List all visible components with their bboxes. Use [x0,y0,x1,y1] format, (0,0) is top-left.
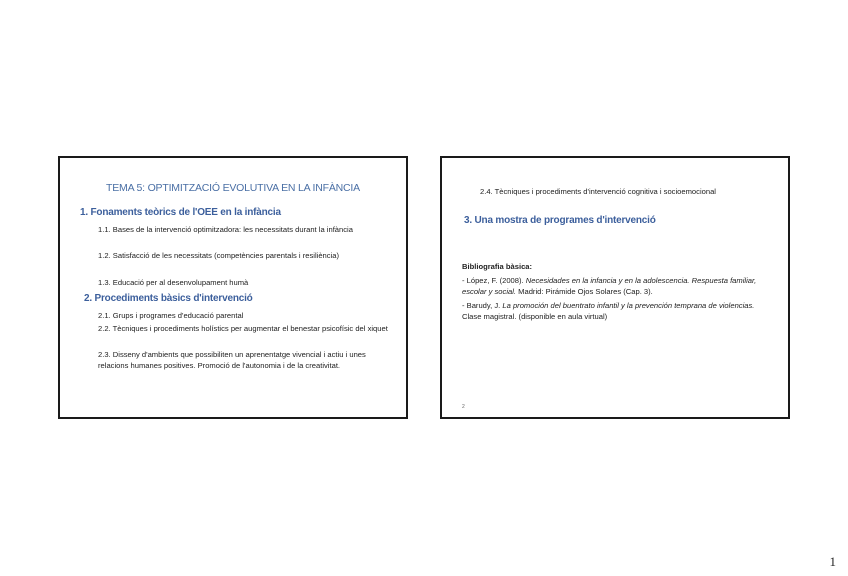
section-2-heading: 2. Procediments bàsics d'intervenció [84,293,253,304]
bibliography-entry-2 [462,300,762,322]
bib1-title: Necesidades en la infancia y en la adolescencia. Respuesta familiar, escolar y social. [462,276,757,296]
slide-title: TEMA 5: OPTIMITZACIÓ EVOLUTIVA EN LA INFÀNCIA [106,182,360,194]
slide-1 [58,156,408,419]
bib2-author: - Barudy, J. [462,301,501,310]
section-1-heading: 1. Fonaments teòrics de l'OEE en la infància [80,207,281,218]
slide-number: 2 [462,404,465,410]
page-number: 1 [829,554,836,569]
bibliography-heading: Bibliografia bàsica: [462,262,533,271]
bib2-title: La promoción del buentrato infantil y la prevención temprana de violencias. [502,301,755,310]
item-2-2: 2.2. Tècniques i procediments holístics per augmentar el benestar psicofísic del xiquet [98,324,388,333]
item-2-4: 2.4. Tècniques i procediments d'intervenció cognitiva i socioemocional [480,187,716,196]
bibliography-entry-1 [462,275,762,297]
item-1-1: 1.1. Bases de la intervenció optimitzadora: les necessitats durant la infància [98,225,353,234]
bib1-author: - López, F. (2008). [462,276,524,285]
item-1-2: 1.2. Satisfacció de les necessitats (competències parentals i resiliència) [98,251,340,260]
item-2-3: 2.3. Disseny d'ambients que possibiliten un aprenentatge vivencial i actiu i unes relacions humanes positives. Promoció de l'autonomia i de la creativitat. [98,350,366,370]
section-3-heading: 3. Una mostra de programes d'intervenció [464,215,656,226]
bib2-note: Clase magistral. (disponible en aula virtual) [462,312,608,321]
item-1-3: 1.3. Educació per al desenvolupament humà [98,278,249,287]
slide-2 [440,156,790,419]
item-2-1: 2.1. Grups i programes d'educació parental [98,311,244,320]
bib1-publisher: Madrid: Pirámide Ojos Solares (Cap. 3). [518,287,653,296]
